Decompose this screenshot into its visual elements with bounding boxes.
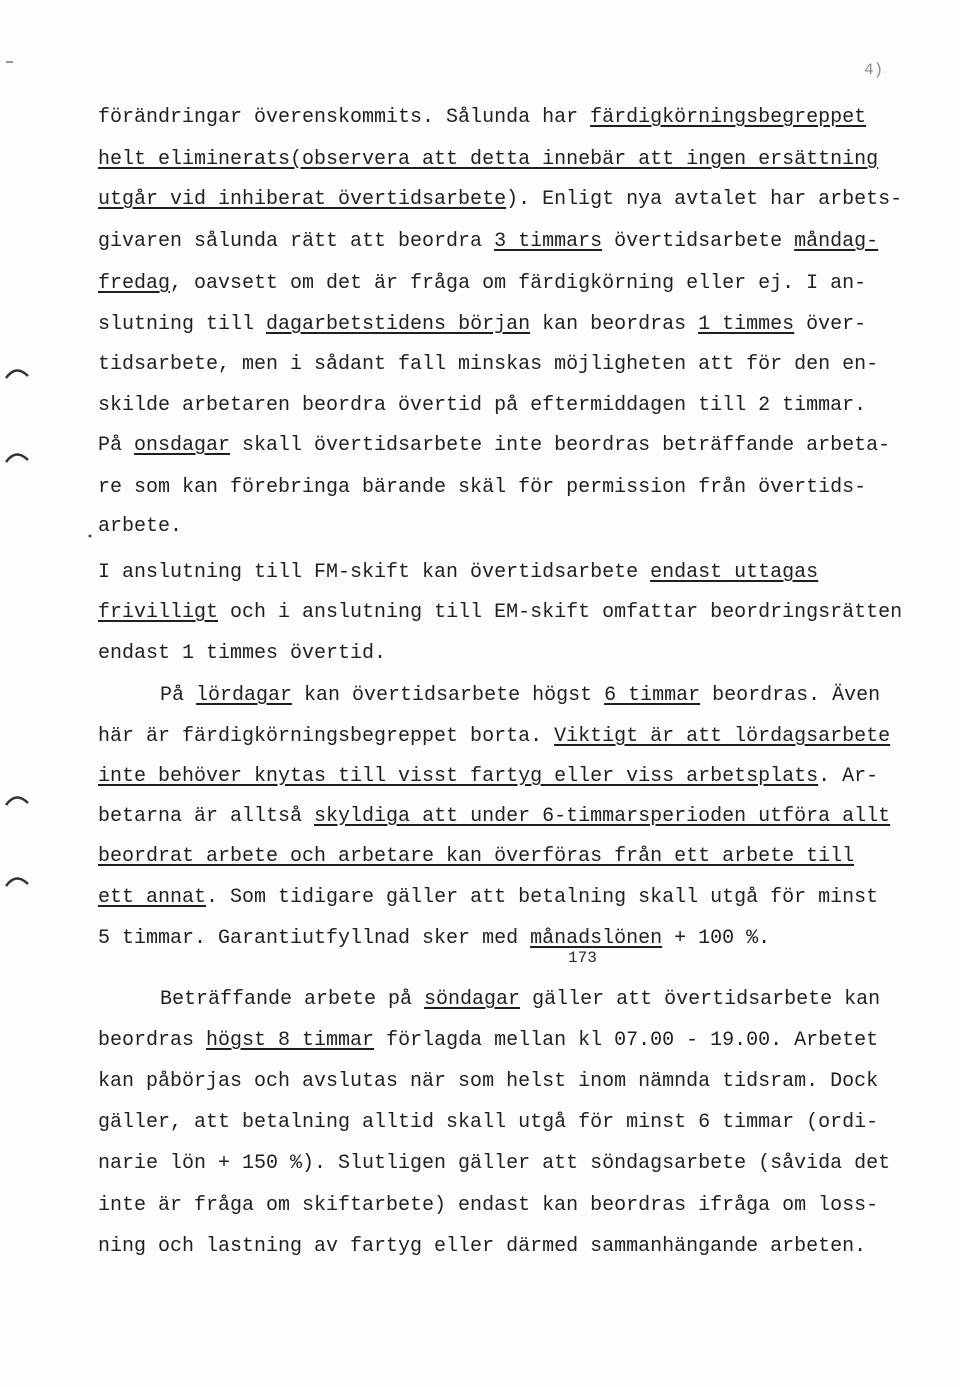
underlined-text: högst 8 timmar — [206, 1029, 375, 1052]
text-segment: På — [160, 684, 197, 707]
text-segment: . Ar- — [818, 765, 879, 788]
underlined-text: 6 timmar — [604, 684, 701, 707]
text-line — [98, 601, 902, 625]
folio-note: 173 — [568, 949, 597, 967]
text-segment: I anslutning till FM-skift kan övertidsarbete — [98, 561, 651, 584]
text-segment: här är färdigkörningsbegreppet borta. — [98, 725, 555, 748]
text-segment: re som kan förebringa bärande skäl för permission från övertids- — [98, 476, 867, 499]
text-segment: Beträffande arbete på — [160, 988, 425, 1011]
text-line — [98, 845, 854, 869]
underlined-text: utgår vid inhiberat övertidsarbete — [98, 188, 507, 211]
text-segment: och i anslutning till EM-skift omfattar beordringsrätten — [218, 601, 903, 624]
binder-hole-mark — [6, 370, 28, 378]
underlined-text: färdigkörningsbegreppet — [590, 106, 867, 129]
underlined-text: ett annat — [98, 886, 207, 909]
text-segment: + 100 %. — [662, 927, 771, 950]
text-segment: skall övertidsarbete inte beordras beträffande arbeta- — [230, 434, 891, 457]
text-line — [98, 725, 890, 749]
text-segment: ). Enligt nya avtalet har arbets- — [506, 188, 903, 211]
text-line — [98, 1029, 878, 1053]
text-line — [98, 106, 866, 130]
text-line — [98, 1235, 866, 1259]
text-line — [98, 148, 878, 172]
text-segment: kan påbörjas och avslutas när som helst inom nämnda tidsram. Dock — [98, 1070, 879, 1093]
text-line — [98, 561, 818, 585]
underlined-text: frivilligt — [98, 601, 219, 624]
underlined-text: 1 timmes — [698, 313, 795, 336]
text-segment: tidsarbete, men i sådant fall minskas möjligheten att för den en- — [98, 353, 879, 376]
binder-hole-mark — [6, 878, 28, 886]
underlined-text: inte behöver knytas till visst fartyg eller viss arbetsplats — [98, 765, 819, 788]
text-line — [98, 642, 386, 666]
text-line — [98, 230, 878, 254]
text-segment: kan beordras — [530, 313, 699, 336]
text-line — [98, 434, 890, 458]
text-segment: arbete. — [98, 515, 183, 538]
underlined-text: månadslönen — [530, 927, 663, 950]
underlined-text: skyldiga att under 6-timmarsperioden utföra allt — [314, 805, 891, 828]
text-line — [160, 684, 880, 708]
underlined-text: endast uttagas — [650, 561, 819, 584]
underlined-text: helt eliminerats(observera att detta innebär att ingen ersättning — [98, 148, 879, 171]
underlined-text: beordrat arbete och arbetare kan överföras från ett arbete till — [98, 845, 855, 868]
text-segment: kan övertidsarbete högst — [292, 684, 605, 707]
text-segment: betarna är alltså — [98, 805, 315, 828]
text-segment: övertidsarbete — [602, 230, 795, 253]
underlined-text: måndag- — [794, 230, 879, 253]
text-segment: slutning till — [98, 313, 267, 336]
text-line — [98, 1070, 878, 1094]
text-segment: gäller att övertidsarbete kan — [520, 988, 881, 1011]
text-segment: , oavsett om det är fråga om färdigkörning eller ej. I an- — [170, 272, 867, 295]
text-segment: narie lön + 150 %). Slutligen gäller att söndagsarbete (såvida det — [98, 1152, 891, 1175]
text-line — [98, 805, 890, 829]
binder-hole-mark — [6, 797, 28, 805]
text-line — [98, 1194, 878, 1218]
text-segment: givaren sålunda rätt att beordra — [98, 230, 495, 253]
underlined-text: lördagar — [196, 684, 293, 707]
text-line — [98, 353, 878, 377]
text-segment: På — [98, 434, 135, 457]
text-line — [160, 988, 880, 1012]
underlined-text: onsdagar — [134, 434, 231, 457]
text-segment: beordras. Även — [700, 684, 881, 707]
text-line — [98, 515, 182, 539]
text-segment: 5 timmar. Garantiutfyllnad sker med — [98, 927, 531, 950]
text-line — [98, 765, 878, 789]
text-segment: ning och lastning av fartyg eller därmed sammanhängande arbeten. — [98, 1235, 867, 1258]
text-segment: gäller, att betalning alltid skall utgå för minst 6 timmar (ordi- — [98, 1111, 879, 1134]
underlined-text: dagarbetstidens början — [266, 313, 531, 336]
underlined-text: söndagar — [424, 988, 521, 1011]
text-line — [98, 272, 866, 296]
text-segment: över- — [794, 313, 867, 336]
page-number: 4) — [864, 61, 884, 79]
text-line — [98, 1152, 890, 1176]
text-segment: förlagda mellan kl 07.00 - 19.00. Arbetet — [374, 1029, 879, 1052]
text-line — [98, 188, 902, 212]
text-line — [98, 927, 770, 951]
underlined-text: fredag — [98, 272, 171, 295]
text-segment: beordras — [98, 1029, 207, 1052]
text-segment: skilde arbetaren beordra övertid på eftermiddagen till 2 timmar. — [98, 394, 867, 417]
scan-dot-mark — [89, 535, 92, 538]
text-segment: . Som tidigare gäller att betalning skall utgå för minst — [206, 886, 879, 909]
text-segment: endast 1 timmes övertid. — [98, 642, 387, 665]
text-line — [98, 313, 866, 337]
text-line — [98, 476, 866, 500]
underlined-text: Viktigt är att lördagsarbete — [554, 725, 891, 748]
underlined-text: 3 timmars — [494, 230, 603, 253]
text-line — [98, 1111, 878, 1135]
text-line — [98, 394, 866, 418]
text-line — [98, 886, 878, 910]
text-segment: inte är fråga om skiftarbete) endast kan beordras ifråga om loss- — [98, 1194, 879, 1217]
binder-hole-mark — [6, 454, 28, 462]
text-segment: förändringar överenskommits. Sålunda har — [98, 106, 591, 129]
